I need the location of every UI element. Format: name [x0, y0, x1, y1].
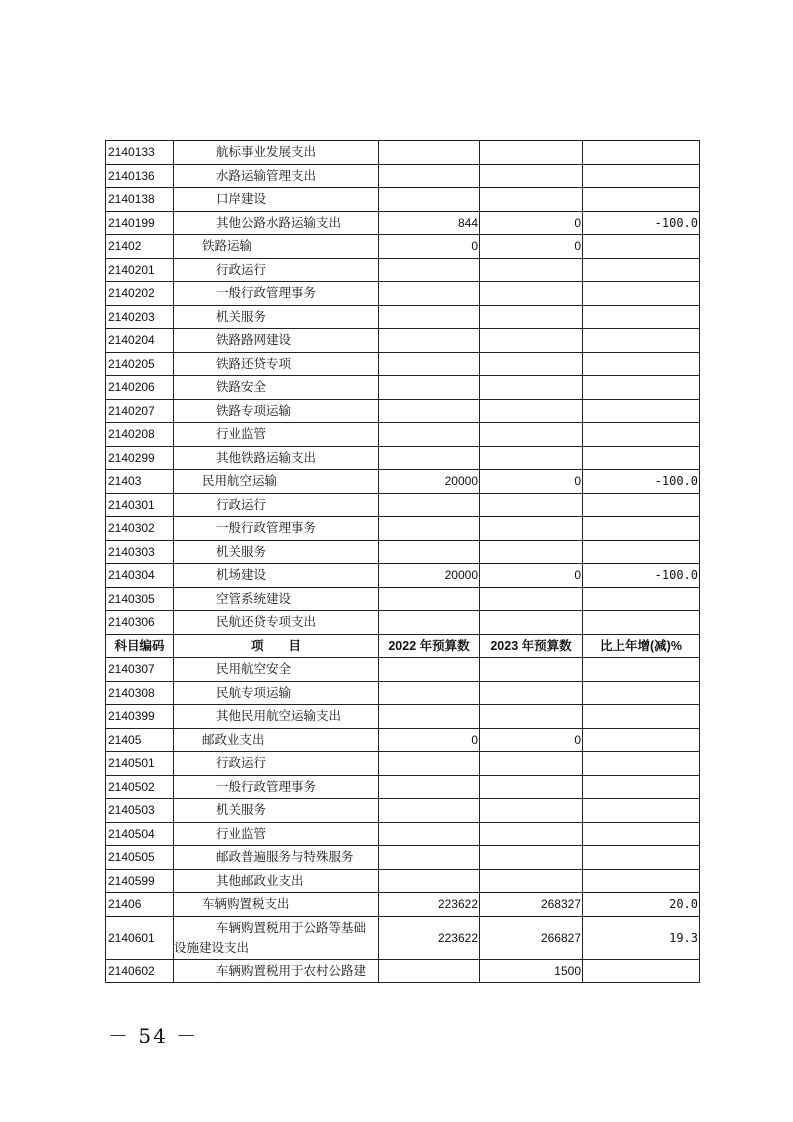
item-name-cell [174, 282, 379, 306]
code-cell: 2140138 [106, 188, 174, 212]
item-name-text: 机关服务 [216, 802, 267, 818]
budget-2023-cell [480, 799, 583, 823]
table-row [106, 470, 700, 494]
code-cell: 2140501 [106, 752, 174, 776]
change-percent-cell [583, 141, 700, 165]
item-name-text: 车辆购置税支出 [202, 896, 290, 912]
table-row [106, 188, 700, 212]
item-name-text: 一般行政管理事务 [216, 520, 317, 536]
change-percent-cell: -100.0 [583, 211, 700, 235]
item-name-text: 其他公路水路运输支出 [216, 214, 342, 230]
item-name-text: 民航还贷专项支出 [216, 614, 317, 630]
budget-2023-cell: 0 [480, 564, 583, 588]
budget-2022-cell [379, 540, 480, 564]
item-name-cell [174, 587, 379, 611]
budget-2022-cell [379, 517, 480, 541]
budget-2022-cell [379, 188, 480, 212]
change-percent-cell: -100.0 [583, 470, 700, 494]
item-name-text: 水路运输管理支出 [216, 167, 317, 183]
change-percent-cell [583, 305, 700, 329]
budget-2023-cell [480, 658, 583, 682]
change-percent-cell [583, 423, 700, 447]
budget-2023-cell [480, 540, 583, 564]
item-name-cell [174, 446, 379, 470]
code-cell: 2140133 [106, 141, 174, 165]
item-name-cell [174, 470, 379, 494]
table-row [106, 376, 700, 400]
code-cell: 2140307 [106, 658, 174, 682]
change-percent-cell [583, 658, 700, 682]
table-row [106, 846, 700, 870]
code-cell: 2140202 [106, 282, 174, 306]
item-name-text: 邮政普遍服务与特殊服务 [216, 849, 354, 865]
table-row [106, 329, 700, 353]
budget-2022-cell [379, 399, 480, 423]
item-name-text: 一般行政管理事务 [216, 285, 317, 301]
budget-2022-cell [379, 846, 480, 870]
code-cell: 2140205 [106, 352, 174, 376]
budget-2023-cell [480, 517, 583, 541]
table-row [106, 587, 700, 611]
item-name-cell [174, 329, 379, 353]
budget-2023-cell: 0 [480, 235, 583, 259]
budget-2023-cell [480, 587, 583, 611]
budget-2022-cell [379, 869, 480, 893]
item-name-cell [174, 423, 379, 447]
code-cell: 2140602 [106, 959, 174, 983]
budget-2022-cell: 0 [379, 728, 480, 752]
table-row [106, 893, 700, 917]
change-percent-cell [583, 799, 700, 823]
code-cell: 2140306 [106, 611, 174, 635]
budget-2023-cell [480, 869, 583, 893]
budget-2022-cell [379, 493, 480, 517]
item-name-cell [174, 728, 379, 752]
table-row [106, 681, 700, 705]
item-name-text: 机场建设 [216, 567, 267, 583]
budget-2022-cell [379, 681, 480, 705]
item-name-cell [174, 611, 379, 635]
table-row [106, 869, 700, 893]
budget-2023-cell [480, 681, 583, 705]
budget-2023-cell [480, 282, 583, 306]
table-header [106, 634, 700, 658]
code-cell: 21405 [106, 728, 174, 752]
code-cell: 2140308 [106, 681, 174, 705]
code-cell: 2140503 [106, 799, 174, 823]
item-name-cell [174, 164, 379, 188]
code-cell: 2140206 [106, 376, 174, 400]
item-name-text: 行业监管 [216, 426, 267, 442]
budget-2023-cell [480, 752, 583, 776]
item-name-text: 其他民用航空运输支出 [216, 708, 342, 724]
code-cell: 2140299 [106, 446, 174, 470]
table-row [106, 705, 700, 729]
item-name-cell [174, 376, 379, 400]
budget-2022-cell [379, 446, 480, 470]
item-name-cell [174, 493, 379, 517]
budget-2022-cell: 0 [379, 235, 480, 259]
table-row [106, 211, 700, 235]
item-name-text: 铁路专项运输 [216, 402, 292, 418]
change-percent-cell [583, 869, 700, 893]
budget-2022-cell: 844 [379, 211, 480, 235]
budget-2023-cell [480, 352, 583, 376]
change-percent-cell [583, 517, 700, 541]
code-cell: 2140199 [106, 211, 174, 235]
table-row [106, 352, 700, 376]
item-name-text: 民用航空安全 [216, 661, 292, 677]
change-percent-cell [583, 959, 700, 983]
table-row [106, 446, 700, 470]
table-row [106, 399, 700, 423]
budget-2023-cell [480, 164, 583, 188]
table-row [106, 916, 700, 959]
table-row [106, 305, 700, 329]
change-percent-cell [583, 493, 700, 517]
item-name-text: 铁路运输 [202, 238, 253, 254]
item-name-cell [174, 540, 379, 564]
change-percent-cell: 19.3 [583, 916, 700, 959]
code-cell: 2140208 [106, 423, 174, 447]
code-cell: 2140201 [106, 258, 174, 282]
item-name-text: 民用航空运输 [202, 473, 278, 489]
header-change: 比上年增(减)% [583, 634, 700, 658]
item-name-text: 一般行政管理事务 [216, 778, 317, 794]
budget-2022-cell [379, 423, 480, 447]
change-percent-cell [583, 235, 700, 259]
budget-2022-cell [379, 705, 480, 729]
table-row [106, 258, 700, 282]
budget-2022-cell: 223622 [379, 893, 480, 917]
item-name-cell [174, 846, 379, 870]
item-name-text: 航标事业发展支出 [216, 144, 317, 160]
change-percent-cell [583, 611, 700, 635]
change-percent-cell [583, 705, 700, 729]
table-row [106, 540, 700, 564]
item-name-cell [174, 211, 379, 235]
budget-2022-cell [379, 752, 480, 776]
table-row [106, 235, 700, 259]
code-cell: 21402 [106, 235, 174, 259]
item-name-text: 铁路路网建设 [216, 332, 292, 348]
change-percent-cell [583, 681, 700, 705]
item-name-text: 空管系统建设 [216, 590, 292, 606]
change-percent-cell [583, 282, 700, 306]
table-row [106, 959, 700, 983]
code-cell: 2140601 [106, 916, 174, 959]
change-percent-cell [583, 822, 700, 846]
item-name-text: 其他邮政业支出 [216, 872, 304, 888]
item-name-cell [174, 893, 379, 917]
item-name-cell [174, 517, 379, 541]
budget-2022-cell [379, 959, 480, 983]
code-cell: 21406 [106, 893, 174, 917]
item-name-text: 行政运行 [216, 755, 267, 771]
item-name-cell [174, 822, 379, 846]
table-row [106, 493, 700, 517]
budget-2022-cell [379, 658, 480, 682]
budget-2023-cell [480, 446, 583, 470]
change-percent-cell [583, 846, 700, 870]
header-budget-2023: 2023 年预算数 [480, 634, 583, 658]
item-name-text: 车辆购置税用于公路等基础设施建设支出 [174, 919, 367, 955]
table-row [106, 658, 700, 682]
item-name-text: 口岸建设 [216, 191, 267, 207]
table-row [106, 775, 700, 799]
budget-2023-cell [480, 141, 583, 165]
budget-2022-cell [379, 141, 480, 165]
code-cell: 2140502 [106, 775, 174, 799]
item-name-cell [174, 775, 379, 799]
budget-2023-cell [480, 188, 583, 212]
budget-2023-cell: 1500 [480, 959, 583, 983]
item-name-cell [174, 235, 379, 259]
item-name-cell [174, 959, 379, 983]
page-number: － 54 － [108, 1024, 199, 1048]
item-name-text: 行业监管 [216, 825, 267, 841]
budget-2022-cell [379, 822, 480, 846]
table-row [106, 752, 700, 776]
budget-2022-cell: 20000 [379, 564, 480, 588]
change-percent-cell: -100.0 [583, 564, 700, 588]
item-name-text: 机关服务 [216, 308, 267, 324]
budget-2023-cell [480, 822, 583, 846]
budget-2023-cell [480, 258, 583, 282]
change-percent-cell [583, 329, 700, 353]
code-cell: 2140399 [106, 705, 174, 729]
item-name-cell [174, 352, 379, 376]
table-row [106, 728, 700, 752]
change-percent-cell [583, 352, 700, 376]
code-cell: 2140304 [106, 564, 174, 588]
change-percent-cell [583, 188, 700, 212]
item-name-text: 行政运行 [216, 496, 267, 512]
item-name-text: 其他铁路运输支出 [216, 449, 317, 465]
code-cell: 2140204 [106, 329, 174, 353]
budget-2023-cell [480, 846, 583, 870]
header-item: 项 目 [174, 634, 379, 658]
change-percent-cell [583, 540, 700, 564]
budget-2022-cell [379, 164, 480, 188]
item-name-cell [174, 188, 379, 212]
item-name-text: 行政运行 [216, 261, 267, 277]
item-name-cell [174, 799, 379, 823]
budget-2022-cell [379, 775, 480, 799]
code-cell: 2140599 [106, 869, 174, 893]
code-cell: 2140302 [106, 517, 174, 541]
budget-2022-cell [379, 329, 480, 353]
budget-2023-cell [480, 329, 583, 353]
table-row [106, 141, 700, 165]
table-body-bottom [106, 658, 700, 983]
header-budget-2022: 2022 年预算数 [379, 634, 480, 658]
budget-2023-cell [480, 611, 583, 635]
change-percent-cell [583, 164, 700, 188]
code-cell: 2140301 [106, 493, 174, 517]
item-name-cell [174, 399, 379, 423]
item-name-cell [174, 869, 379, 893]
item-name-text: 车辆购置税用于农村公路建 [216, 962, 367, 978]
budget-2023-cell: 0 [480, 470, 583, 494]
item-name-text: 民航专项运输 [216, 684, 292, 700]
item-name-text: 铁路还贷专项 [216, 355, 292, 371]
budget-2022-cell [379, 305, 480, 329]
item-name-cell [174, 681, 379, 705]
budget-2023-cell [480, 775, 583, 799]
change-percent-cell: 20.0 [583, 893, 700, 917]
item-name-cell [174, 752, 379, 776]
table-row [106, 164, 700, 188]
table-row [106, 799, 700, 823]
code-cell: 2140136 [106, 164, 174, 188]
item-name-text: 铁路安全 [216, 379, 267, 395]
budget-2022-cell: 20000 [379, 470, 480, 494]
budget-2023-cell [480, 423, 583, 447]
table-row [106, 423, 700, 447]
item-name-cell [174, 258, 379, 282]
code-cell: 2140504 [106, 822, 174, 846]
table-row [106, 611, 700, 635]
item-name-cell [174, 141, 379, 165]
budget-2022-cell: 223622 [379, 916, 480, 959]
budget-2023-cell: 266827 [480, 916, 583, 959]
code-cell: 2140505 [106, 846, 174, 870]
budget-2022-cell [379, 611, 480, 635]
item-name-cell [174, 305, 379, 329]
table-row [106, 282, 700, 306]
change-percent-cell [583, 399, 700, 423]
table-row [106, 517, 700, 541]
change-percent-cell [583, 587, 700, 611]
change-percent-cell [583, 446, 700, 470]
table-row [106, 822, 700, 846]
budget-2023-cell: 0 [480, 211, 583, 235]
budget-2022-cell [379, 376, 480, 400]
budget-2022-cell [379, 799, 480, 823]
budget-2023-cell [480, 305, 583, 329]
header-row [106, 634, 700, 658]
item-name-cell [174, 916, 379, 959]
change-percent-cell [583, 376, 700, 400]
item-name-cell [174, 564, 379, 588]
budget-2022-cell [379, 352, 480, 376]
item-name-text: 邮政业支出 [202, 731, 265, 747]
budget-2022-cell [379, 258, 480, 282]
budget-2023-cell: 268327 [480, 893, 583, 917]
budget-2023-cell [480, 376, 583, 400]
table-body-top [106, 141, 700, 635]
code-cell: 2140303 [106, 540, 174, 564]
code-cell: 2140207 [106, 399, 174, 423]
code-cell: 2140305 [106, 587, 174, 611]
budget-table [105, 140, 700, 983]
change-percent-cell [583, 728, 700, 752]
budget-2023-cell [480, 399, 583, 423]
budget-2022-cell [379, 282, 480, 306]
budget-2022-cell [379, 587, 480, 611]
header-code: 科目编码 [106, 634, 174, 658]
item-name-cell [174, 705, 379, 729]
change-percent-cell [583, 258, 700, 282]
budget-2023-cell [480, 705, 583, 729]
item-name-text: 机关服务 [216, 543, 267, 559]
code-cell: 2140203 [106, 305, 174, 329]
change-percent-cell [583, 775, 700, 799]
table-row [106, 564, 700, 588]
change-percent-cell [583, 752, 700, 776]
code-cell: 21403 [106, 470, 174, 494]
budget-2023-cell: 0 [480, 728, 583, 752]
item-name-cell [174, 658, 379, 682]
budget-2023-cell [480, 493, 583, 517]
